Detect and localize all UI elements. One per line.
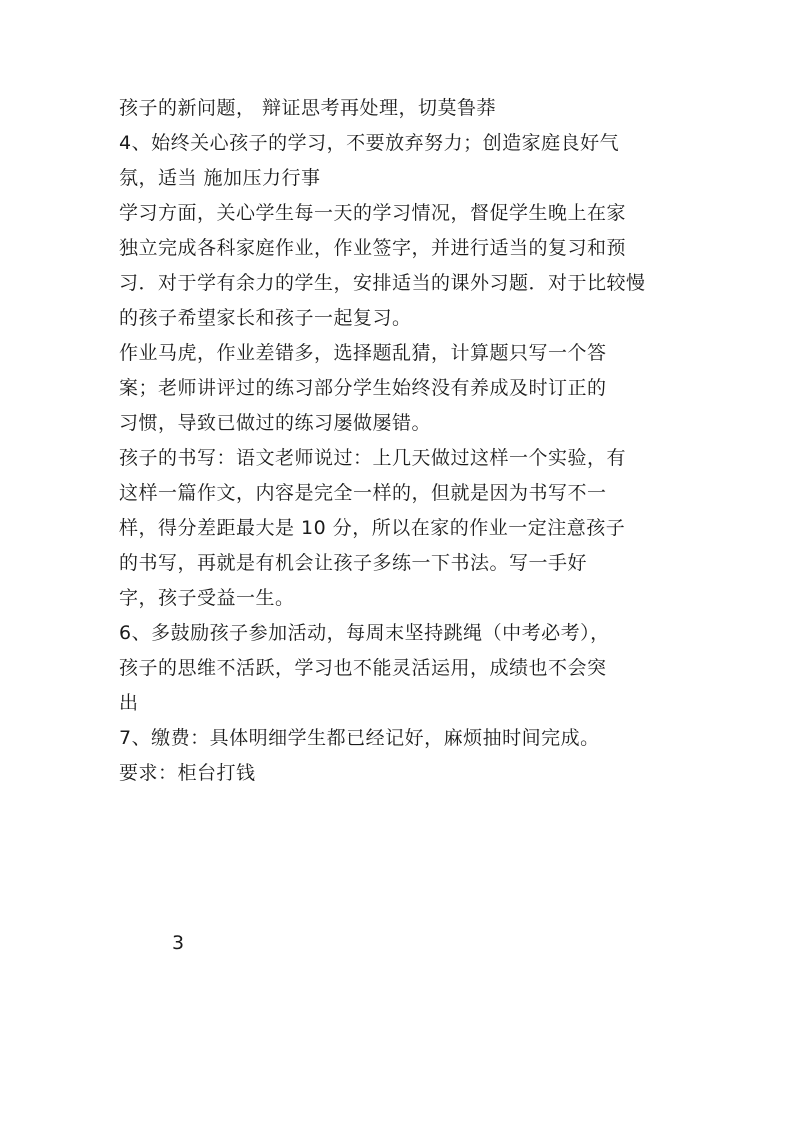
- text-line: 氛，适当 施加压力行事: [119, 167, 321, 189]
- text-line: 7、缴费：具体明细学生都已经记好，麻烦抽时间完成。: [119, 727, 600, 749]
- text-line: 出: [119, 692, 139, 714]
- text-line: 习惯，导致已做过的练习屡做屡错。: [119, 412, 432, 434]
- text-line: 的书写，再就是有机会让孩子多练一下书法。写一手好: [119, 552, 588, 574]
- text-line: 案；老师讲评过的练习部分学生始终没有养成及时订正的: [119, 377, 607, 399]
- text-line: 样，得分差距最大是 10 分，所以在家的作业一定注意孩子: [119, 517, 626, 539]
- text-line: 作业马虎，作业差错多，选择题乱猜，计算题只写一个答: [119, 342, 607, 364]
- text-line: 要求：柜台打钱: [119, 762, 256, 784]
- page-number: 3: [172, 932, 185, 954]
- text-line: 字，孩子受益一生。: [119, 587, 295, 609]
- text-line: 的孩子希望家长和孩子一起复习。: [119, 307, 412, 329]
- text-line: 习．对于学有余力的学生，安排适当的课外习题．对于比较慢: [119, 272, 646, 294]
- text-line: 6、多鼓励孩子参加活动，每周末坚持跳绳（中考必考），: [119, 622, 610, 644]
- body-text: [119, 91, 679, 791]
- text-line: 4、始终关心孩子的学习，不要放弃努力；创造家庭良好气: [119, 132, 620, 154]
- text-line: 独立完成各科家庭作业，作业签字，并进行适当的复习和预: [119, 237, 627, 259]
- text-line: 孩子的思维不活跃，学习也不能灵活运用，成绩也不会突: [119, 657, 607, 679]
- text-line: 孩子的新问题， 辩证思考再处理，切莫鲁莽: [119, 97, 497, 119]
- text-line: 这样一篇作文，内容是完全一样的，但就是因为书写不一: [119, 482, 607, 504]
- text-line: 孩子的书写：语文老师说过：上几天做过这样一个实验，有: [119, 447, 627, 469]
- text-line: 学习方面，关心学生每一天的学习情况，督促学生晚上在家: [119, 202, 627, 224]
